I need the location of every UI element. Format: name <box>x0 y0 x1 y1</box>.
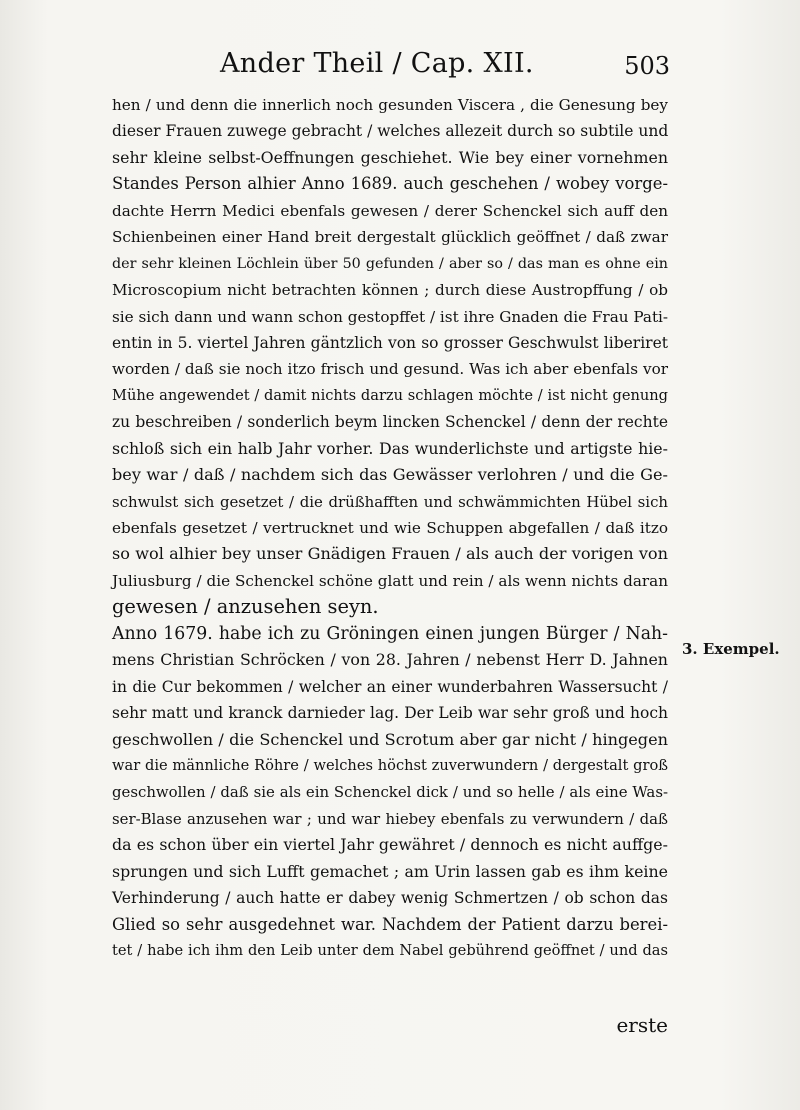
text-line: Verhinderung / auch hatte er dabey wenig Schmertzen / ob schon das <box>112 889 668 908</box>
text-line: zu beschreiben / sonderlich beym lincken Schenckel / denn der rechte <box>112 413 668 432</box>
text-line: geschwollen / die Schenckel und Scrotum aber gar nicht / hingegen <box>112 729 668 749</box>
text-line: worden / daß sie noch itzo frisch und gesund. Was ich aber ebenfals vor <box>112 360 668 379</box>
running-title: Ander Theil / Cap. XII. <box>220 48 534 79</box>
text-line: hen / und denn die innerlich noch gesunden Viscera , die Genesung bey <box>112 96 668 114</box>
text-line: sehr matt und kranck darnieder lag. Der Leib war sehr groß und hoch <box>112 704 668 723</box>
paragraph-start-line: Anno 1679. habe ich zu Gröningen einen jungen Bürger / Nah- <box>112 623 668 644</box>
marginal-note: 3. Exempel. <box>682 640 780 658</box>
text-line: sprungen und sich Lufft gemachet ; am Urin lassen gab es ihm keine <box>112 861 668 881</box>
text-line: entin in 5. viertel Jahren gäntzlich von so grosser Geschwulst liberiret <box>112 333 668 352</box>
text-line: so wol alhier bey unser Gnädigen Frauen / als auch der vorigen von <box>112 544 668 564</box>
text-line: schwulst sich gesetzet / die drüßhafften und schwämmichten Hübel sich <box>112 492 668 511</box>
text-line: geschwollen / daß sie als ein Schenckel dick / und so helle / als eine Was- <box>112 783 668 802</box>
text-line: Schienbeinen einer Hand breit dergestalt glücklich geöffnet / daß zwar <box>112 228 668 247</box>
text-line: Juliusburg / die Schenckel schöne glatt und rein / als wenn nichts daran <box>112 571 668 590</box>
text-line: war die männliche Röhre / welches höchst zuverwundern / dergestalt groß <box>112 756 668 774</box>
text-line: dieser Frauen zuwege gebracht / welches allezeit durch so subtile und <box>112 122 669 141</box>
text-line: der sehr kleinen Löchlein über 50 gefunden / aber so / das man es ohne ein <box>112 255 668 272</box>
page-number: 503 <box>624 52 670 80</box>
running-head <box>110 48 670 84</box>
text-line: ebenfals gesetzet / vertrucknet und wie Schuppen abgefallen / daß itzo <box>112 519 668 537</box>
text-line: sehr kleine selbst-Oeffnungen geschiehet. Wie bey einer vornehmen <box>112 147 668 167</box>
text-line: schloß sich ein halb Jahr vorher. Das wunderlichste und artigste hie- <box>112 438 668 458</box>
body-text <box>112 92 668 964</box>
text-line: bey war / daß / nachdem sich das Gewässer verlohren / und die Ge- <box>112 465 668 485</box>
text-line: Mühe angewendet / damit nichts darzu schlagen möchte / ist nicht genung <box>112 386 668 404</box>
text-line: da es schon über ein viertel Jahr gewähret / dennoch es nicht auffge- <box>112 835 668 855</box>
text-line: in die Cur bekommen / welcher an einer wunderbahren Wassersucht / <box>112 677 668 696</box>
text-line: Glied so sehr ausgedehnet war. Nachdem der Patient darzu berei- <box>112 914 668 934</box>
text-line: gewesen / anzusehen seyn. <box>112 595 379 619</box>
catchword: erste <box>616 1013 668 1037</box>
text-line: tet / habe ich ihm den Leib unter dem Nabel gebührend geöffnet / und das <box>112 942 668 959</box>
text-line: dachte Herrn Medici ebenfals gewesen / derer Schenckel sich auff den <box>112 201 668 220</box>
text-line: ser-Blase anzusehen war ; und war hiebey ebenfals zu verwundern / daß <box>112 809 668 828</box>
text-line: sie sich dann und wann schon gestopffet / ist ihre Gnaden die Frau Pati- <box>112 307 669 326</box>
text-line: Microscopium nicht betrachten können ; durch diese Austropffung / ob <box>112 281 668 300</box>
text-line: mens Christian Schröcken / von 28. Jahren / nebenst Herr D. Jahnen <box>112 650 668 670</box>
text-line: Standes Person alhier Anno 1689. auch geschehen / wobey vorge- <box>112 174 668 194</box>
